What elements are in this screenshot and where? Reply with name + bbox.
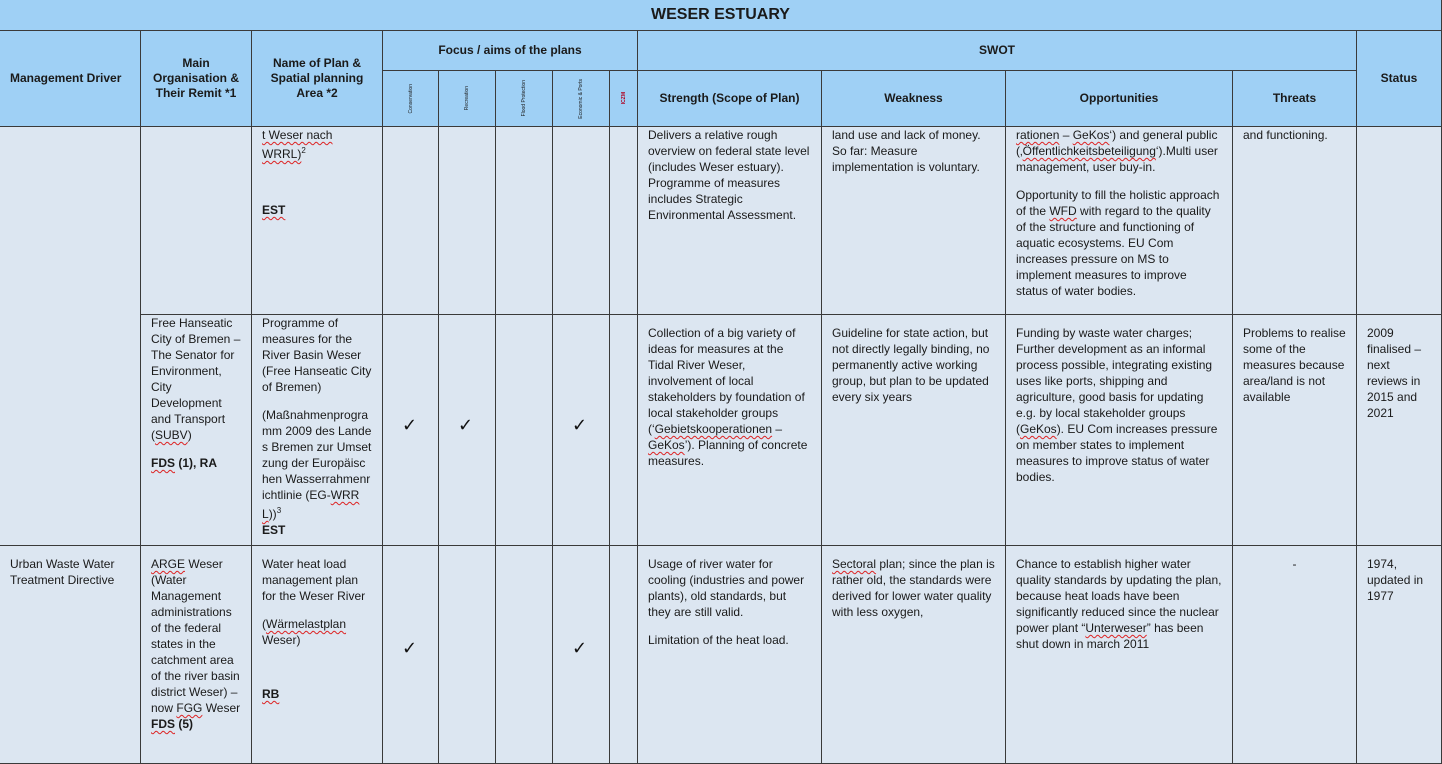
- row3-plan-text2: Weser): [262, 633, 301, 647]
- row3-org-abbr1: ARGE: [151, 557, 186, 571]
- row2-focus-flood: [496, 315, 553, 546]
- row1-focus-economic: [553, 127, 610, 315]
- row1-threats-text: and functioning.: [1243, 128, 1328, 142]
- row2-tick-economic: ✓: [572, 415, 588, 435]
- row1-opp-word1: rationen: [1016, 128, 1060, 142]
- row3-status-text: 1974, updated in 1977: [1367, 557, 1424, 603]
- row2-org-code-suffix: (1), RA: [175, 456, 217, 470]
- row3-strength-a: Usage of river water for cooling (industries and power plants), old standards, but they are still valid.: [648, 557, 805, 619]
- row3-weakness-2: plan; since the plan is rather old, the standards were derived for lower water quality with less oxygen,: [832, 557, 995, 619]
- row1-opp-text6: ‘).Multi user management, user buy-in.: [1016, 144, 1218, 174]
- row3-focus-flood: [496, 546, 553, 764]
- row1-opportunities-para2: [1016, 187, 1222, 299]
- row2-strength-5: ’). Planning of concrete measures.: [648, 438, 808, 468]
- row2-opp-3: ). EU Com increases pressure on member states to implement measures to improve status of water bodies.: [1016, 422, 1218, 484]
- header-focus-flood: [496, 71, 553, 127]
- header-focus-flood-label: Flood Protection: [521, 80, 527, 117]
- row1-plan-footnote: 2: [301, 146, 306, 155]
- row2-opp-1: Funding by waste water charges; Further development as an informal process possible, integrating existing uses like ports, shipping and agriculture, good basis for updating e.g. by local stakeholder groups (: [1016, 326, 1213, 436]
- row3-tick-economic: ✓: [572, 638, 588, 658]
- row2-focus-economic: [553, 315, 610, 546]
- row1-opportunities-para1: [1016, 127, 1222, 175]
- row3-status-cell: [1357, 546, 1442, 764]
- row3-org-text: Weser (Water Management administrations of the federal states in the catchment area of the river basin district Weser) –now: [151, 557, 240, 715]
- row2-plan-close: )): [268, 507, 277, 521]
- row1-opp-b3: with regard to the quality of the structure and functioning of aquatic ecosystems. EU Com increases pressure on MS to implement measures to improve status of water bodies.: [1016, 204, 1211, 298]
- row2-org-cell: [141, 315, 252, 546]
- row3-driver-cell: [0, 546, 141, 764]
- row2-org-abbr: SUBV: [155, 428, 188, 442]
- row3-strength-cell: [638, 546, 822, 764]
- row2-org-text: Free Hanseatic City of Bremen – The Senator for Environment, City Development and Transport (: [151, 316, 241, 442]
- row1-opp-b1: Opportunity to fill the holistic approach of the: [1016, 188, 1220, 218]
- row2-strength-cell: [638, 315, 822, 546]
- row2-plan-text2: (Maßnahmenprogramm 2009 des Landes Bremen zur Umsetzung der Europäischen Wasserrahmenrichtlinie (EG-: [262, 408, 372, 502]
- row2-status-cell: [1357, 315, 1442, 546]
- row3-plan-open: (: [262, 617, 266, 631]
- row1-focus-iczm: [610, 127, 638, 315]
- row2-org-close: ): [187, 428, 192, 442]
- row2-plan-cell: [252, 315, 383, 546]
- row2-focus-recreation: [439, 315, 496, 546]
- row1-plan-line2: WRRL): [262, 147, 302, 161]
- header-status: Status: [1357, 31, 1442, 127]
- row3-tick-conservation: ✓: [402, 638, 418, 658]
- row3-focus-recreation: [439, 546, 496, 764]
- row2-opp-2: GeKos: [1020, 422, 1057, 436]
- row2-plan-footnote: 3: [276, 506, 282, 515]
- row2-weakness-text: Guideline for state action, but not directly legally binding, no permanently active working group, but plan to be updated every six years: [832, 326, 990, 404]
- row2-plan-abbr: WRRL: [262, 488, 360, 521]
- header-focus-economic: [553, 71, 610, 127]
- row3-strength-b: Limitation of the heat load.: [648, 633, 789, 647]
- row2-tick-conservation: ✓: [402, 415, 418, 435]
- row3-org-abbr2: FGG: [176, 701, 203, 715]
- row2-org-code: FDS: [151, 456, 175, 470]
- row2-strength-2: Gebietskooperationen: [654, 422, 773, 436]
- row1-plan-code: EST: [262, 203, 286, 217]
- row1-strength-cell: [638, 127, 822, 315]
- row2-status-text: 2009 finalised – next reviews in 2015 and 2021: [1367, 326, 1422, 420]
- row1-opportunities-cell: [1006, 127, 1233, 315]
- header-threats: Threats: [1233, 71, 1357, 127]
- header-focus: Focus / aims of the plans: [383, 31, 638, 71]
- row2-plan-text1: Programme of measures for the River Basin Weser (Free Hanseatic City of Bremen): [262, 316, 372, 394]
- row1-opp-word3: GeKos: [1072, 128, 1110, 142]
- row3-weakness-1: Sectoral: [832, 557, 877, 571]
- row1-focus-recreation: [439, 127, 496, 315]
- row1-opp-text2: –: [1059, 128, 1073, 142]
- row3-threats-text: -: [1292, 557, 1297, 571]
- row2-threats-cell: [1233, 315, 1357, 546]
- header-focus-iczm-label: ICZM: [620, 92, 627, 105]
- header-opportunities: Opportunities: [1006, 71, 1233, 127]
- header-weakness: Weakness: [822, 71, 1006, 127]
- row1-opp-b2: WFD: [1049, 204, 1077, 218]
- row1-weakness-cell: [822, 127, 1006, 315]
- row1-threats-cell: [1233, 127, 1357, 315]
- row3-opp-2: Unterweser: [1085, 621, 1147, 635]
- header-plan-name: Name of Plan & Spatial planning Area *2: [252, 31, 383, 127]
- row3-opportunities-cell: [1006, 546, 1233, 764]
- row1-plan-cell: [252, 127, 383, 315]
- row1-weakness-text: land use and lack of money. So far: Measure implementation is voluntary.: [832, 128, 981, 174]
- table-title: WESER ESTUARY: [0, 0, 1442, 31]
- row1-status-cell: [1357, 127, 1442, 315]
- row3-opp-3: ” has been shut down in march 2011: [1016, 621, 1204, 651]
- row3-plan-code: RB: [262, 687, 280, 701]
- header-focus-conservation-label: Conservation: [407, 83, 414, 114]
- row2-focus-conservation: [383, 315, 439, 546]
- row3-org-code: FDS: [151, 717, 175, 731]
- row1-opp-text4: ‘) and general public (‚: [1016, 128, 1218, 158]
- row2-weakness-cell: [822, 315, 1006, 546]
- header-focus-recreation: [439, 71, 496, 127]
- row2-strength-3: –: [772, 422, 783, 436]
- row3-plan-text1: Water heat load management plan for the Weser River: [262, 557, 366, 603]
- row2-tick-recreation: ✓: [458, 415, 474, 435]
- row1-driver-cell: [0, 127, 141, 546]
- row3-focus-conservation: [383, 546, 439, 764]
- row3-weakness-cell: [822, 546, 1006, 764]
- row1-org-cell: [141, 127, 252, 315]
- header-focus-conservation: [383, 71, 439, 127]
- header-main-organisation: Main Organisation & Their Remit *1: [141, 31, 252, 127]
- row2-focus-iczm: [610, 315, 638, 546]
- header-swot: SWOT: [638, 31, 1357, 71]
- header-management-driver: Management Driver: [0, 31, 141, 127]
- row3-opp-1: Chance to establish higher water quality standards by updating the plan, because heat loads have been significantly reduced since the nuclear power plant “: [1016, 557, 1222, 635]
- row3-org-cell: [141, 546, 252, 764]
- header-focus-economic-label: Economic & Ports: [578, 78, 584, 119]
- row2-plan-code: EST: [262, 523, 286, 537]
- row2-opportunities-cell: [1006, 315, 1233, 546]
- row3-org-code-suffix: (5): [175, 717, 193, 731]
- row3-focus-iczm: [610, 546, 638, 764]
- row2-threats-text: Problems to realise some of the measures because area/land is not available: [1243, 326, 1346, 404]
- header-focus-iczm: [610, 71, 638, 127]
- row3-focus-economic: [553, 546, 610, 764]
- row1-strength-text: Delivers a relative rough overview on federal state level (includes Weser estuary). Programme of measures includes Strategic Environmental Assessment.: [648, 128, 810, 222]
- row1-opp-word5: Öffentlichkeitsbeteiligung: [1022, 144, 1156, 158]
- header-focus-recreation-label: Recreation: [464, 86, 470, 111]
- row3-plan-abbr: Wärmelastplan: [266, 617, 347, 631]
- header-strength: Strength (Scope of Plan): [638, 71, 822, 127]
- row1-plan-line1: t Weser nach: [262, 128, 333, 142]
- row3-driver-text: Urban Waste Water Treatment Directive: [10, 557, 115, 587]
- row1-focus-flood: [496, 127, 553, 315]
- row2-strength-4: GeKos: [648, 438, 685, 452]
- row3-plan-cell: [252, 546, 383, 764]
- row3-org-text2: Weser: [202, 701, 241, 715]
- row1-focus-conservation: [383, 127, 439, 315]
- row2-strength-1: Collection of a big variety of ideas for measures at the Tidal River Weser, involvement of local stakeholders by foundation of local stakeholder groups (‘: [648, 326, 805, 436]
- row3-threats-cell: [1233, 546, 1357, 764]
